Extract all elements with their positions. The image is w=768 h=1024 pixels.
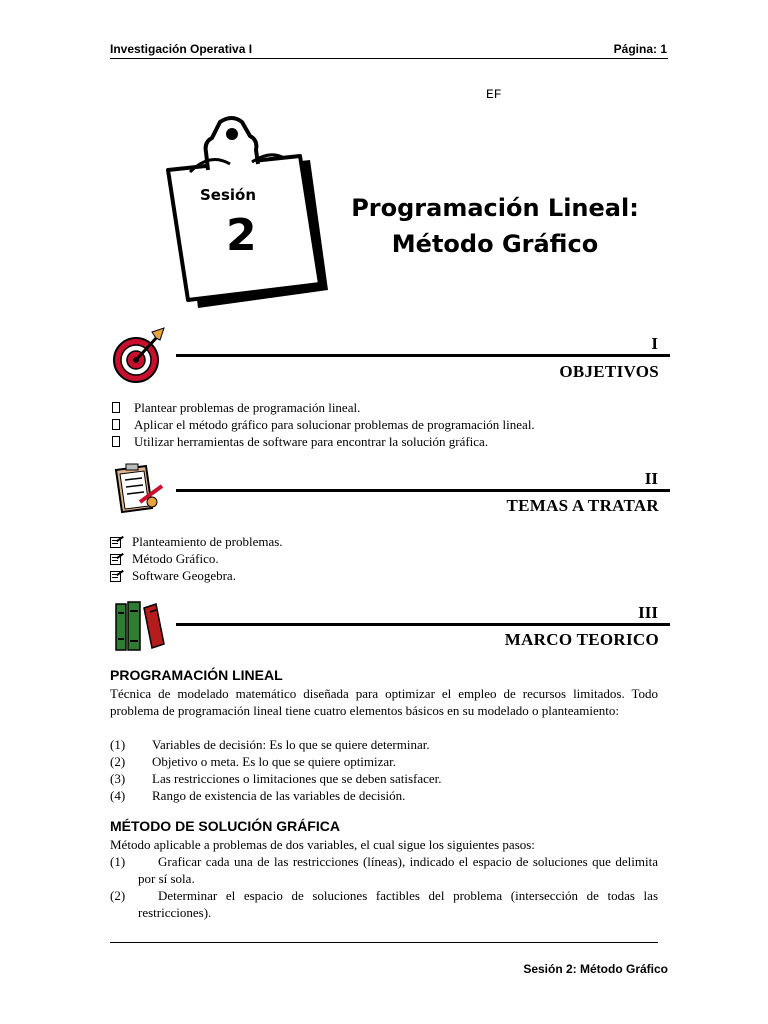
bullet-icon: [112, 436, 120, 447]
list-item: (1) Graficar cada una de las restricciones (líneas), indicado el espacio de soluciones que delimita por sí sola.: [110, 854, 658, 886]
page-title: [340, 190, 650, 262]
section-3-rule: [176, 623, 670, 626]
list-item: (4) Rango de existencia de las variables de decisión.: [110, 788, 406, 803]
memo-icon: [110, 554, 122, 564]
mg-heading: MÉTODO DE SOLUCIÓN GRÁFICA: [110, 818, 340, 834]
header-page-number: Página: 1: [613, 42, 667, 56]
header-course: Investigación Operativa I: [110, 42, 253, 56]
list-item: (2) Determinar el espacio de soluciones factibles del problema (intersección de todas las restricciones).: [110, 888, 658, 920]
topics-list: [110, 533, 283, 584]
footer-text: Sesión 2: Método Gráfico: [523, 962, 668, 976]
session-number: 2: [226, 210, 257, 261]
session-label: Sesión: [200, 186, 257, 204]
footer-divider: [110, 942, 658, 943]
books-icon: [112, 598, 168, 652]
list-item: Utilizar herramientas de software para encontrar la solución gráfica.: [110, 433, 535, 450]
section-1-rule: [176, 354, 670, 357]
objectives-list: [110, 399, 535, 450]
list-item: (1) Variables de decisión: Es lo que se quiere determinar.: [110, 737, 430, 752]
section-2-title: TEMAS A TRATAR: [506, 496, 659, 515]
title-line-1: Programación Lineal:: [351, 194, 639, 222]
list-item: (3) Las restricciones o limitaciones que se deben satisfacer.: [110, 771, 442, 786]
title-line-2: Método Gráfico: [391, 230, 599, 258]
list-item: Software Geogebra.: [110, 567, 283, 584]
pl-intro: Técnica de modelado matemático diseñada para optimizar el empleo de recursos limitados. Todo problema de programación lineal tiene cuatro elementos básicos en su modelado o planteamiento:: [110, 686, 658, 718]
memo-icon: [110, 537, 122, 547]
pl-elements-list: [110, 736, 658, 804]
memo-icon: [110, 571, 122, 581]
header-divider: [110, 58, 668, 59]
section-2-number: II: [644, 469, 658, 488]
section-1-title: OBJETIVOS: [559, 362, 659, 381]
section-3-number: III: [638, 603, 658, 622]
list-item: Planteamiento de problemas.: [110, 533, 283, 550]
ef-mark: EF: [486, 87, 502, 102]
section-1-number: I: [651, 334, 658, 353]
clipboard-icon: [108, 462, 164, 518]
section-2-rule: [176, 489, 670, 492]
target-icon: [112, 326, 168, 384]
pl-heading: PROGRAMACIÓN LINEAL: [110, 667, 283, 683]
bullet-icon: [112, 402, 120, 413]
list-item: (2) Objetivo o meta. Es lo que se quiere optimizar.: [110, 754, 397, 769]
bullet-icon: [112, 419, 120, 430]
mg-intro: Método aplicable a problemas de dos variables, el cual sigue los siguientes pasos:: [110, 837, 535, 852]
list-item: Aplicar el método gráfico para solucionar problemas de programación lineal.: [110, 416, 535, 433]
section-3-title: MARCO TEORICO: [504, 630, 659, 649]
list-item: Plantear problemas de programación lineal.: [110, 399, 535, 416]
list-item: Método Gráfico.: [110, 550, 283, 567]
